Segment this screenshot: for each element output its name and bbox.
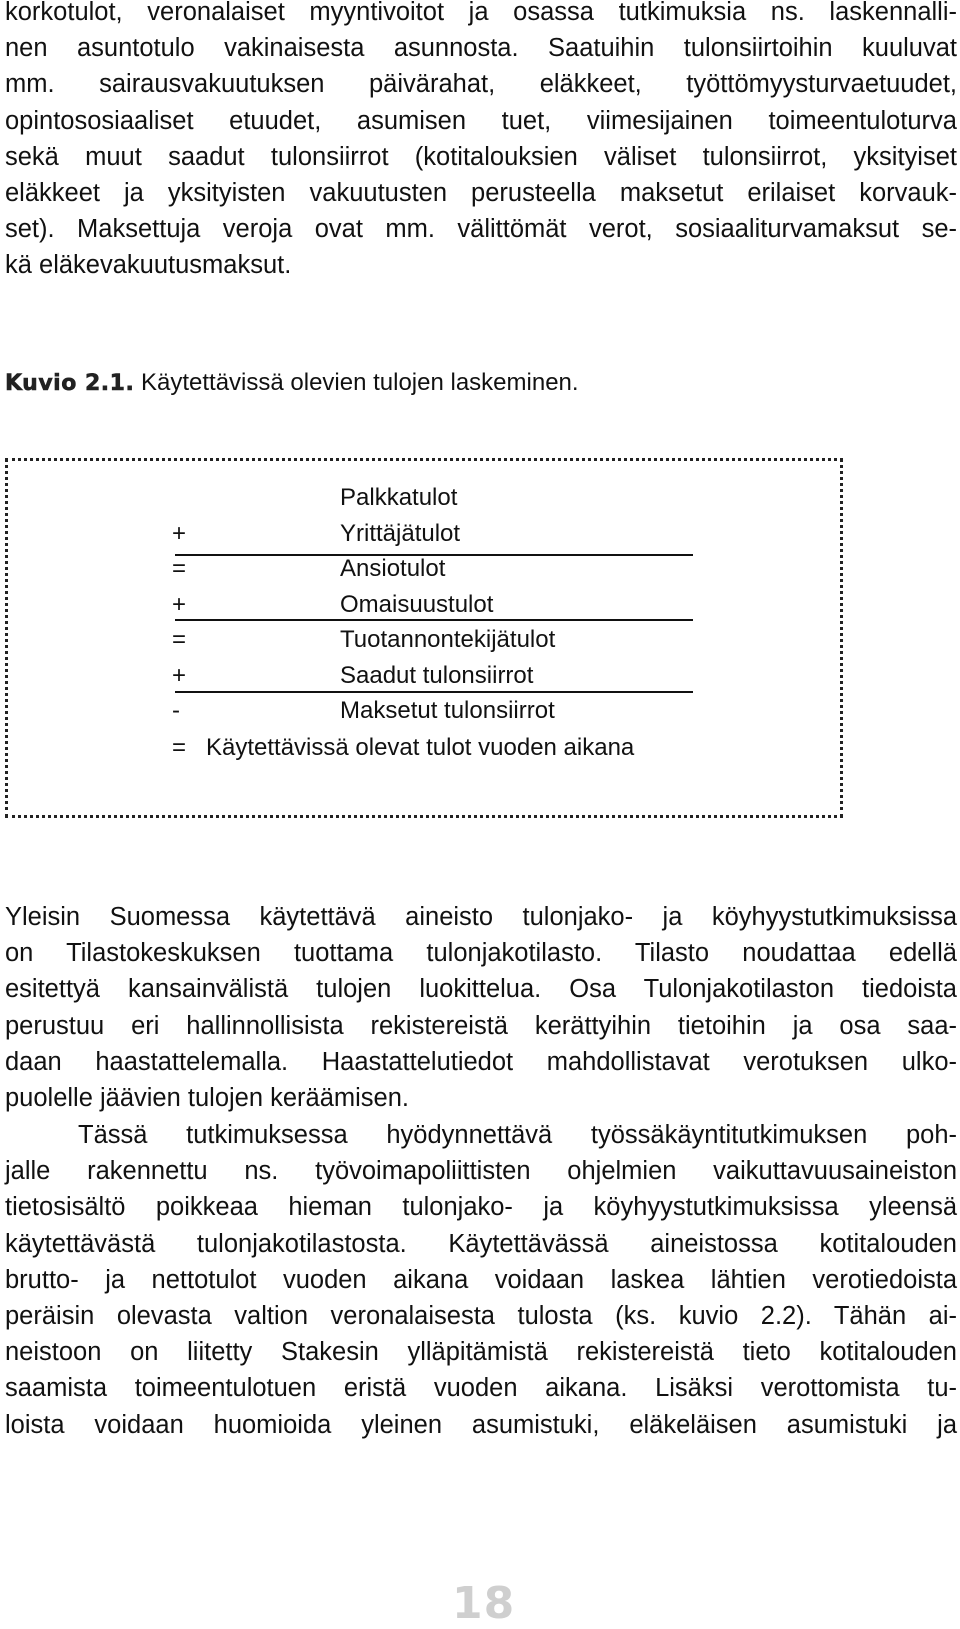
figure-label: Maksetut tulonsiirrot (340, 697, 555, 724)
text-line: peräisin olevasta valtion veronalaisesta tulosta (ks. kuvio 2.2). Tähän ai- (5, 1302, 957, 1331)
text-line: on Tilastokeskuksen tuottama tulonjakotilasto. Tilasto noudattaa edellä (5, 939, 957, 968)
text-line: daan haastattelemalla. Haastattelutiedot mahdollistavat verotuksen ulko- (5, 1047, 957, 1076)
text-line: Yleisin Suomessa käytettävä aineisto tulonjako- ja köyhyystutkimuksissa (5, 903, 957, 931)
text-line: mm. sairausvakuutuksen päivärahat, eläkkeet, työttömyysturvaetuudet, (5, 70, 957, 99)
text-line: set). Maksettuja veroja ovat mm. välittömät verot, sosiaaliturvamaksut se- (5, 215, 957, 244)
figure-operator: - (172, 697, 180, 724)
figure-label: Palkkatulot (340, 484, 458, 511)
figure-row (8, 517, 840, 551)
figure-operator: = (172, 734, 187, 761)
figure-caption (5, 368, 579, 399)
text-line: loista voidaan huomioida yleinen asumistuki, eläkeläisen asumistuki ja (5, 1410, 957, 1439)
body-paragraph (5, 1117, 957, 1443)
text-line: sekä muut saadut tulonsiirrot (kotitalouksien väliset tulonsiirrot, yksityiset (5, 142, 957, 171)
text-line: perustuu eri hallinnollisista rekistereistä kerättyihin tietoihin ja osa saa- (5, 1011, 957, 1040)
figure-label: Käytettävissä olevat tulot vuoden aikana (206, 734, 635, 761)
text-line: puolelle jäävien tulojen keräämisen. (5, 1084, 410, 1113)
figure-operator: + (172, 662, 187, 689)
text-line: korkotulot, veronalaiset myyntivoitot ja osassa tutkimuksia ns. laskennalli- (5, 0, 957, 26)
figure-row (8, 694, 840, 728)
text-line: käytettävästä tulonjakotilastosta. Käytettävässä aineistossa kotitalouden (5, 1229, 957, 1258)
figure-label: Tuotannontekijätulot (340, 626, 556, 653)
text-line: brutto- ja nettotulot vuoden aikana voidaan laskea lähtien verotiedoista (5, 1265, 957, 1294)
figure-operator: + (172, 591, 187, 618)
sum-rule (175, 619, 693, 621)
text-line: tietosisältö poikkeaa hieman tulonjako- ja köyhyystutkimuksissa yleensä (5, 1193, 957, 1222)
intro-paragraph (5, 0, 957, 284)
figure-label: Saadut tulonsiirrot (340, 662, 534, 689)
figure-operator: = (172, 626, 187, 653)
sum-rule (175, 691, 693, 693)
figure-label: Ansiotulot (340, 555, 446, 582)
figure-row (8, 552, 840, 586)
figure-row (8, 588, 840, 622)
figure-label: Omaisuustulot (340, 591, 494, 618)
text-line: eläkkeet ja yksityisten vakuutusten perusteella maksetut erilaiset korvauk- (5, 179, 957, 208)
figure-operator: + (172, 520, 187, 547)
text-line: neistoon on liitetty Stakesin ylläpitämistä rekistereistä tieto kotitalouden (5, 1338, 957, 1367)
figure-caption-label: Kuvio 2.1. (5, 371, 135, 396)
figure-row (8, 623, 840, 657)
text-line: esitettyä kansainvälistä tulojen luokittelua. Osa Tulonjakotilaston tiedoista (5, 975, 957, 1004)
text-line: jalle rakennettu ns. työvoimapoliittisten ohjelmien vaikuttavuusaineiston (5, 1157, 957, 1186)
text-line: opintososiaaliset etuudet, asumisen tuet, viimesijainen toimeentuloturva (5, 106, 957, 135)
figure-row (8, 481, 840, 515)
income-calculation-figure (5, 458, 843, 818)
text-line: saamista toimeentulotuen eristä vuoden aikana. Lisäksi verottomista tu- (5, 1374, 957, 1403)
figure-row (8, 731, 840, 765)
figure-caption-text: Käytettävissä olevien tulojen laskeminen. (140, 369, 579, 396)
figure-label: Yrittäjätulot (340, 520, 461, 547)
figure-operator: = (172, 555, 187, 582)
text-line: kä eläkevakuutusmaksut. (5, 251, 292, 280)
body-paragraph (5, 899, 957, 1116)
text-line: Tässä tutkimuksessa hyödynnettävä työssäkäyntitutkimuksen poh- (78, 1121, 957, 1149)
text-line: nen asuntotulo vakinaisesta asunnosta. Saatuihin tulonsiirtoihin kuuluvat (5, 34, 957, 63)
page-number: 18 (452, 1578, 516, 1629)
figure-row (8, 659, 840, 693)
